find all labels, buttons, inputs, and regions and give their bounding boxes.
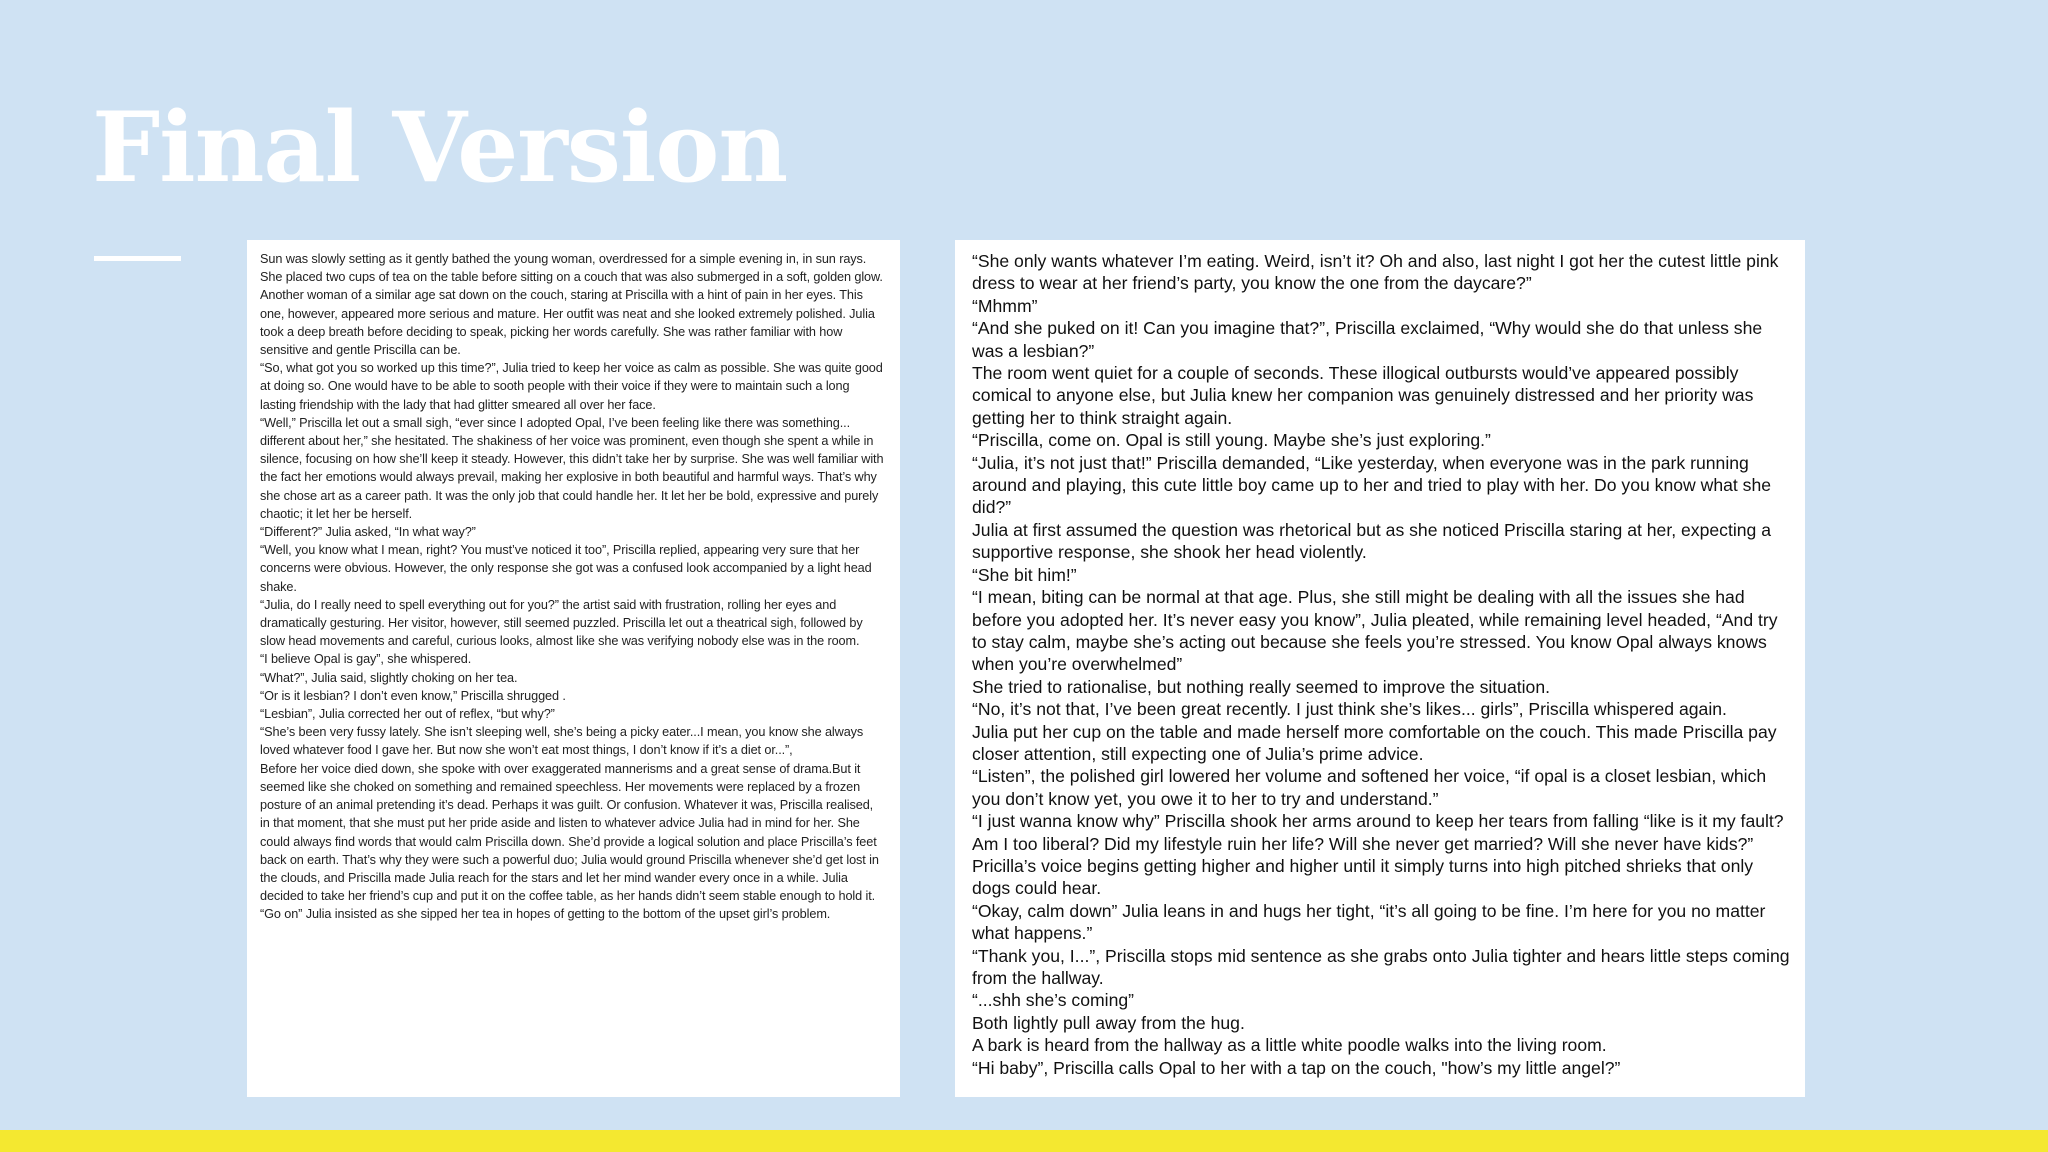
story-paragraph: “Well, you know what I mean, right? You must’ve noticed it too”, Priscilla replied, appearing very sure that her concerns were obvious. However, the only response she got was a confused look accompanied by a light head shake.: [260, 543, 872, 594]
slide-title: Final Version: [92, 91, 788, 204]
story-paragraph: “Julia, do I really need to spell everything out for you?” the artist said with frustration, rolling her eyes and dramatically gesturing. Her visitor, however, still seemed puzzled. Priscilla let out a theatrical sigh, followed by slow head movements and careful, curious looks, almost like she was verifying nobody else was in the room.: [260, 597, 863, 649]
story-paragraph: Both lightly pull away from the hug.: [972, 1012, 1245, 1033]
story-paragraph: A bark is heard from the hallway as a little white poodle walks into the living room.: [972, 1035, 1607, 1056]
story-paragraph: “She bit him!”: [972, 564, 1077, 585]
story-paragraph: The room went quiet for a couple of seconds. These illogical outbursts would’ve appeared possibly comical to anyone else, but Julia knew her companion was genuinely distressed and her priority was getting her to think straight again.: [972, 363, 1754, 428]
story-paragraph: “Hi baby”, Priscilla calls Opal to her with a tap on the couch, "how’s my little angel?”: [972, 1057, 1621, 1078]
story-paragraph: “No, it’s not that, I’ve been great recently. I just think she’s likes... girls”, Priscilla whispered again.: [972, 699, 1727, 720]
story-paragraph: “Or is it lesbian? I don’t even know,” Priscilla shrugged .: [260, 688, 566, 703]
story-paragraph: “I just wanna know why” Priscilla shook her arms around to keep her tears from falling “like is it my fault? Am I too liberal? Did my lifestyle ruin her life? Will she never get married? Will she never have kids?” Pricilla’s voice begins getting higher and higher until it simply turns into high pitched shrieks that only dogs could hear.: [972, 811, 1784, 899]
story-paragraph: “Go on” Julia insisted as she sipped her tea in hopes of getting to the bottom of the upset girl’s problem.: [260, 907, 831, 922]
story-paragraph: “What?”, Julia said, slightly choking on her tea.: [260, 670, 518, 685]
story-paragraph: “I mean, biting can be normal at that age. Plus, she still might be dealing with all the issues she had before you adopted her. It’s never easy you know”, Julia pleated, while remaining level headed, “And try to stay calm, maybe she’s acting out because she feels you’re stressed. You know Opal always knows when you’re overwhelmed”: [972, 587, 1778, 675]
story-paragraph: “Listen”, the polished girl lowered her volume and softened her voice, “if opal is a closet lesbian, which you don’t know yet, you owe it to her to try and understand.”: [972, 766, 1767, 809]
story-paragraph: “...shh she’s coming”: [972, 990, 1134, 1011]
story-paragraph: “Lesbian”, Julia corrected her out of reflex, “but why?”: [260, 707, 555, 722]
story-paragraph: “Mhmm”: [972, 295, 1038, 316]
story-paragraph: “Well,” Priscilla let out a small sigh, “ever since I adopted Opal, I’ve been feeling like there was something... different about her,” she hesitated. The shakiness of her voice was prominent, even though she spent a while in silence, focusing on how she’ll keep it steady. However, this didn’t take her by surprise. She was well familiar with the fact her emotions would always prevail, making her explosive in both beautiful and harmful ways. That’s why she chose art as a career path. It was the only job that could handle her. It let her be bold, expressive and purely chaotic; it let her be herself.: [260, 415, 884, 521]
story-paragraph: “And she puked on it! Can you imagine that?”, Priscilla exclaimed, “Why would she do that unless she was a lesbian?”: [972, 318, 1763, 361]
title-underline: [94, 256, 181, 261]
story-paragraph: Before her voice died down, she spoke with over exaggerated mannerisms and a great sense of drama.But it seemed like she choked on something and remained speechless. Her movements were replaced by a frozen posture of an animal pretending it’s dead. Perhaps it was guilt. Or confusion. Whatever it was, Priscilla realised, in that moment, that she must put her pride aside and listen to whatever advice Julia had in mind for her. She could always find words that would calm Priscilla down. She’d provide a logical solution and place Priscilla’s feet back on earth. That’s why they were such a powerful duo; Julia would ground Priscilla whenever she’d get lost in the clouds, and Priscilla made Julia reach for the stars and let her mind wander every once in a while. Julia decided to take her friend’s cup and put it on the coffee table, as her hands didn’t seem stable enough to hold it.: [260, 761, 879, 904]
story-paragraph: “Okay, calm down” Julia leans in and hugs her tight, “it’s all going to be fine. I’m here for you no matter what happens.”: [972, 900, 1766, 944]
story-paragraph: Julia put her cup on the table and made herself more comfortable on the couch. This made Priscilla pay closer attention, still expecting one of Julia’s prime advice.: [972, 721, 1777, 764]
story-paragraph: “Different?” Julia asked, “In what way?”: [260, 525, 476, 540]
story-paragraph: Sun was slowly setting as it gently bathed the young woman, overdressed for a simple evening in, in sun rays. She placed two cups of tea on the table before sitting on a couch that was also submerged in a soft, golden glow. Another woman of a similar age sat down on the couch, staring at Priscilla with a hint of pain in her eyes. This one, however, appeared more serious and mature. Her outfit was neat and she looked extremely polished. Julia took a deep breath before deciding to speak, picking her words carefully. She was rather familiar with how sensitive and gentle Priscilla can be.: [260, 252, 883, 358]
story-paragraph: “I believe Opal is gay”, she whispered.: [260, 652, 472, 667]
story-paragraph: “So, what got you so worked up this time?”, Julia tried to keep her voice as calm as possible. She was quite good at doing so. One would have to be able to sooth people with their voice if they were to maintain such a long lasting friendship with the lady that had glitter smeared all over her face.: [260, 361, 883, 412]
story-paragraph: “She’s been very fussy lately. She isn’t sleeping well, she’s being a picky eater...I mean, you know she always loved whatever food I gave her. But now she won’t eat most things, I don’t know if it’s a diet or...”,: [260, 725, 864, 758]
story-page-right: [955, 240, 1805, 1097]
story-paragraph: “Julia, it’s not just that!” Priscilla demanded, “Like yesterday, when everyone was in the park running around and playing, this cute little boy came up to her and tried to play with her. Do you know what she did?”: [972, 452, 1772, 518]
story-paragraph: Julia at first assumed the question was rhetorical but as she noticed Priscilla staring at her, expecting a supportive response, she shook her head violently.: [972, 519, 1771, 563]
story-paragraph: “She only wants whatever I’m eating. Weird, isn’t it? Oh and also, last night I got her the cutest little pink dress to wear at her friend’s party, you know the one from the daycare?”: [972, 251, 1779, 294]
footer-accent-bar: [0, 1130, 2048, 1152]
story-page-left: [247, 240, 900, 1097]
story-paragraph: “Priscilla, come on. Opal is still young. Maybe she’s just exploring.”: [972, 430, 1491, 451]
story-paragraph: She tried to rationalise, but nothing really seemed to improve the situation.: [972, 676, 1550, 697]
story-paragraph: “Thank you, I...”, Priscilla stops mid sentence as she grabs onto Julia tighter and hears little steps coming from the hallway.: [972, 945, 1790, 988]
